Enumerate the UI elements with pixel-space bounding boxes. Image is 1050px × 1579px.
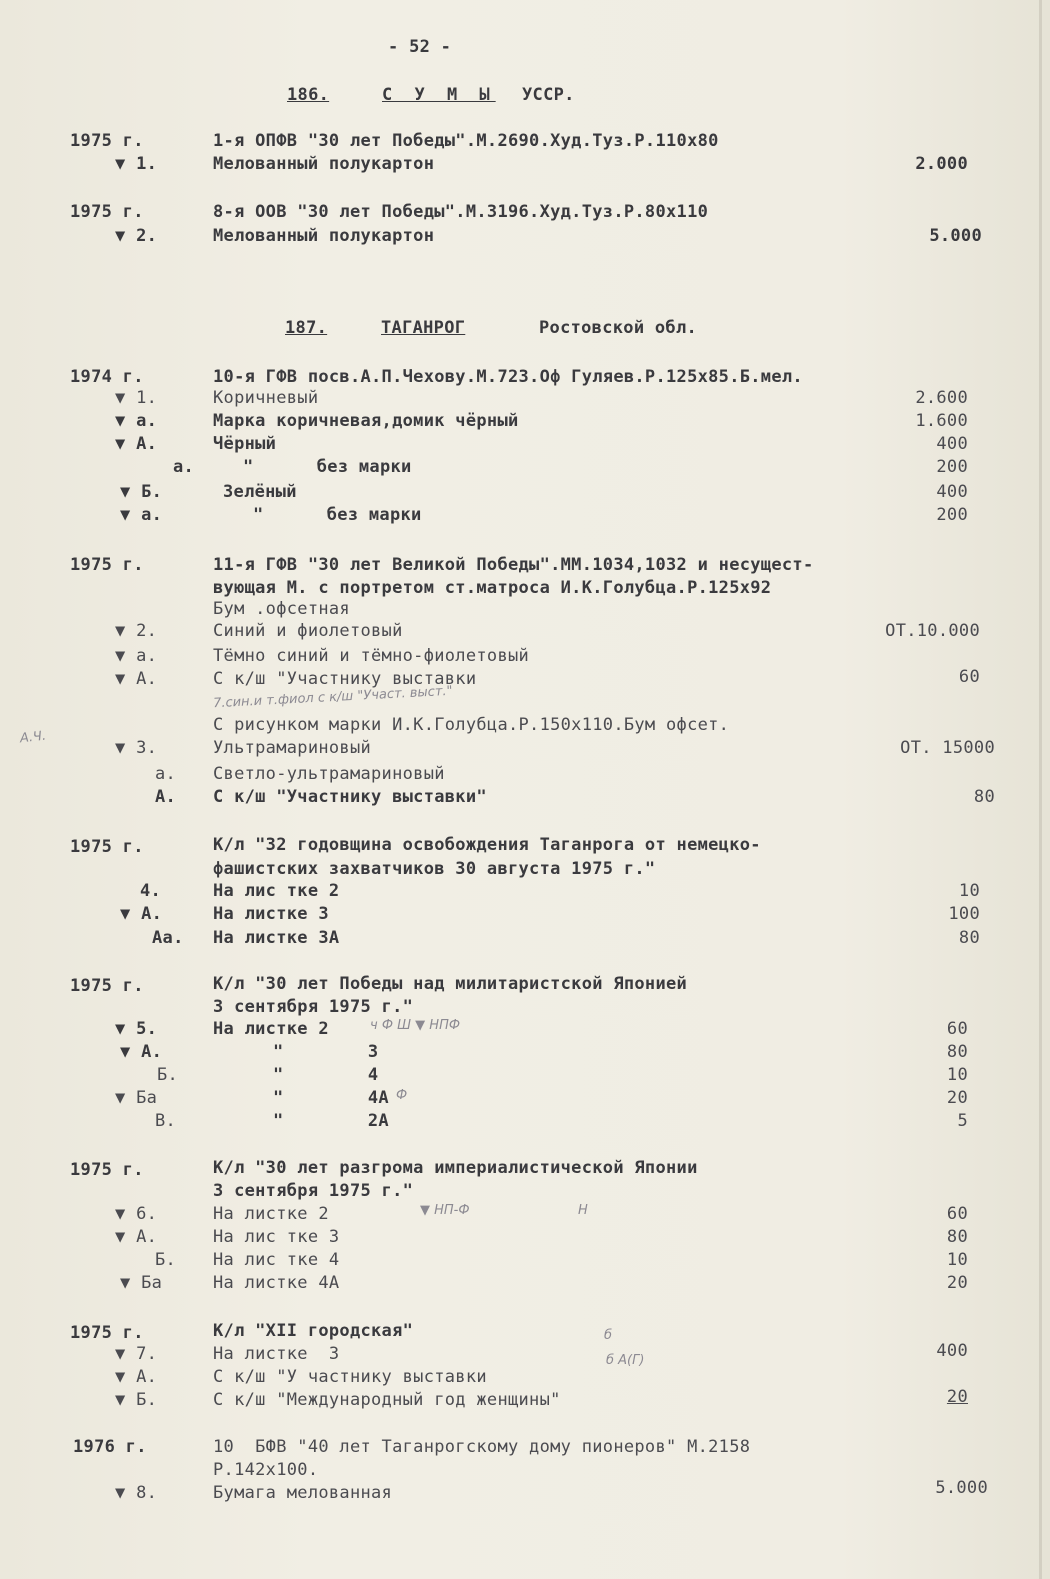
section-region-sumy: УССР. xyxy=(522,85,575,105)
item-qty: 20 xyxy=(946,1088,968,1108)
item-mark: А. xyxy=(155,787,177,807)
entry-title: К/л "32 годовщина освобождения Таганрога от немецко- xyxy=(213,835,761,855)
item-text: " без марки xyxy=(243,457,412,477)
item-mark: а. xyxy=(173,457,195,477)
entry-year: 1975 г. xyxy=(70,555,144,575)
item-qty: 10 xyxy=(946,1065,968,1085)
item-text: " без марки xyxy=(253,505,422,525)
item-mark: ▼ 2. xyxy=(115,226,158,246)
handwritten-note: Н xyxy=(578,1203,588,1218)
item-qty: 400 xyxy=(936,434,968,454)
item-qty: 10 xyxy=(946,1250,968,1270)
entry-title: фашистских захватчиков 30 августа 1975 г." xyxy=(213,859,656,879)
item-text: Зелёный xyxy=(223,482,297,502)
item-mark: ▼ Б. xyxy=(115,1390,158,1410)
item-text: С к/ш "У частнику выставки xyxy=(213,1367,487,1387)
item-text: Мелованный полукартон xyxy=(213,154,435,174)
item-text: Светло-ультрамариновый xyxy=(213,764,445,784)
item-qty: 100 xyxy=(948,904,980,924)
item-text: Чёрный xyxy=(213,434,277,454)
item-text: " 4 xyxy=(273,1065,379,1085)
section-number-taganrog: 187. xyxy=(285,318,328,338)
handwritten-note: б xyxy=(604,1328,613,1343)
entry-title: 3 сентября 1975 г." xyxy=(213,1181,414,1201)
section-region-taganrog: Ростовской обл. xyxy=(539,318,698,338)
item-mark: ▼ 1. xyxy=(115,388,158,408)
item-qty: 5.000 xyxy=(929,226,982,246)
item-text: Ультрамариновый xyxy=(213,738,372,758)
item-text: " 2А xyxy=(273,1111,389,1131)
entry-year: 1975 г. xyxy=(70,837,144,857)
item-qty: 60 xyxy=(946,1204,968,1224)
item-mark: ▼ 2. xyxy=(115,621,158,641)
item-qty: 5.000 xyxy=(935,1478,988,1498)
item-mark: ▼ А. xyxy=(115,1227,158,1247)
entry-title: вующая М. с портретом ст.матроса И.К.Голубца.Р.125х92 xyxy=(213,578,772,598)
item-qty: 20 xyxy=(946,1273,968,1293)
handwritten-note: 7.син.и т.фиол с к/ш "Участ. выст." xyxy=(212,683,453,712)
entry-title: 11-я ГФВ "30 лет Великой Победы".ММ.1034,1032 и несущест- xyxy=(213,555,814,575)
item-qty: 20 xyxy=(946,1387,968,1407)
item-qty: 10 xyxy=(958,881,980,901)
item-text: Бумага мелованная xyxy=(213,1483,393,1503)
section-city-sumy: С У М Ы xyxy=(382,85,496,105)
item-mark: ▼ А. xyxy=(115,434,158,454)
item-mark: Б. xyxy=(157,1065,179,1085)
item-qty: 80 xyxy=(946,1042,968,1062)
item-qty: ОТ.10.000 xyxy=(885,621,980,641)
item-text: На лис тке 3 xyxy=(213,1227,340,1247)
entry-title: К/л "30 лет Победы над милитаристской Японией xyxy=(213,974,688,994)
entry-year: 1975 г. xyxy=(70,131,144,151)
item-mark: ▼ А. xyxy=(115,669,158,689)
item-mark: ▼ А. xyxy=(120,904,163,924)
item-mark: ▼ 3. xyxy=(115,738,158,758)
item-text: С к/ш "Участнику выставки" xyxy=(213,787,487,807)
item-mark: ▼ 8. xyxy=(115,1483,158,1503)
item-text: Тёмно синий и тёмно-фиолетовый xyxy=(213,646,530,666)
item-mark: ▼ 6. xyxy=(115,1204,158,1224)
item-qty: 80 xyxy=(946,1227,968,1247)
handwritten-note: ▼ НП-Ф xyxy=(420,1203,470,1218)
item-qty: 400 xyxy=(936,1341,968,1361)
entry-year: 1976 г. xyxy=(73,1437,147,1457)
item-mark: 4. xyxy=(140,881,162,901)
entry-year: 1975 г. xyxy=(70,1160,144,1180)
handwritten-note: ч Ф Ш ▼ НПФ xyxy=(370,1018,461,1033)
item-text: На листке 2 xyxy=(213,1019,329,1039)
item-text: Марка коричневая,домик чёрный xyxy=(213,411,519,431)
item-mark: ▼ а. xyxy=(115,646,158,666)
entry-title: Бум .офсетная xyxy=(213,599,350,619)
entry-title: 1-я ОПФВ "30 лет Победы".М.2690.Худ.Туз.Р.110х80 xyxy=(213,131,719,151)
item-qty: 200 xyxy=(936,505,968,525)
entry-title: К/л "XII городская" xyxy=(213,1321,414,1341)
item-text: Синий и фиолетовый xyxy=(213,621,403,641)
item-mark: ▼ Ба xyxy=(120,1273,163,1293)
item-text: " 3 xyxy=(273,1042,379,1062)
entry-title: К/л "30 лет разгрома империалистической Японии xyxy=(213,1158,698,1178)
handwritten-note: б А(Г) xyxy=(606,1353,645,1368)
entry-subtitle: С рисунком марки И.К.Голубца.Р.150х110.Бум офсет. xyxy=(213,715,730,735)
item-qty: 2.600 xyxy=(915,388,968,408)
item-text: На лис тке 4 xyxy=(213,1250,340,1270)
item-mark: Б. xyxy=(155,1250,177,1270)
item-qty: 5 xyxy=(957,1111,968,1131)
item-mark: ▼ 5. xyxy=(115,1019,158,1039)
page-edge xyxy=(1039,0,1042,1579)
handwritten-note: Ф xyxy=(396,1088,408,1103)
item-mark: Аа. xyxy=(152,928,184,948)
item-mark: ▼ а. xyxy=(115,411,158,431)
entry-year: 1975 г. xyxy=(70,1323,144,1343)
item-qty: 1.600 xyxy=(915,411,968,431)
item-qty: 2.000 xyxy=(915,154,968,174)
section-number-sumy: 186. xyxy=(287,85,330,105)
item-text: На лис тке 2 xyxy=(213,881,340,901)
entry-title: 10 БФВ "40 лет Таганрогскому дому пионеров" М.2158 xyxy=(213,1437,751,1457)
item-qty: 400 xyxy=(936,482,968,502)
item-mark: а. xyxy=(155,764,177,784)
item-mark: ▼ А. xyxy=(115,1367,158,1387)
item-text: На листке 3 xyxy=(213,904,329,924)
item-qty: 200 xyxy=(936,457,968,477)
item-text: Коричневый xyxy=(213,388,319,408)
item-text: Мелованный полукартон xyxy=(213,226,435,246)
entry-title: 10-я ГФВ посв.А.П.Чехову.М.723.Оф Гуляев.Р.125х85.Б.мел. xyxy=(213,367,803,387)
entry-title: 3 сентября 1975 г." xyxy=(213,997,414,1017)
handwritten-margin-note: А.Ч. xyxy=(19,728,47,747)
entry-year: 1974 г. xyxy=(70,367,144,387)
item-text: На листке 4А xyxy=(213,1273,340,1293)
item-text: С к/ш "Участнику выставки xyxy=(213,669,477,689)
item-mark: ▼ Б. xyxy=(120,482,163,502)
entry-year: 1975 г. xyxy=(70,976,144,996)
item-qty: ОТ. 15000 xyxy=(900,738,995,758)
entry-title: Р.142х100. xyxy=(213,1460,319,1480)
item-text: На листке 2 xyxy=(213,1204,329,1224)
item-mark: ▼ А. xyxy=(120,1042,163,1062)
item-qty: 80 xyxy=(973,787,995,807)
item-mark: ▼ 7. xyxy=(115,1344,158,1364)
item-text: На листке 3А xyxy=(213,928,340,948)
section-city-taganrog: ТАГАНРОГ xyxy=(381,318,466,338)
item-mark: ▼ 1. xyxy=(115,154,158,174)
entry-year: 1975 г. xyxy=(70,202,144,222)
item-qty: 80 xyxy=(958,928,980,948)
page-number: - 52 - xyxy=(388,37,452,57)
item-text: На листке 3 xyxy=(213,1344,340,1364)
item-mark: ▼ Ба xyxy=(115,1088,158,1108)
item-qty: 60 xyxy=(946,1019,968,1039)
item-mark: ▼ а. xyxy=(120,505,163,525)
item-text: " 4А xyxy=(273,1088,389,1108)
item-qty: 60 xyxy=(958,667,980,687)
item-text: С к/ш "Международный год женщины" xyxy=(213,1390,561,1410)
item-mark: В. xyxy=(155,1111,177,1131)
entry-title: 8-я ООВ "30 лет Победы".М.3196.Худ.Туз.Р.80х110 xyxy=(213,202,709,222)
